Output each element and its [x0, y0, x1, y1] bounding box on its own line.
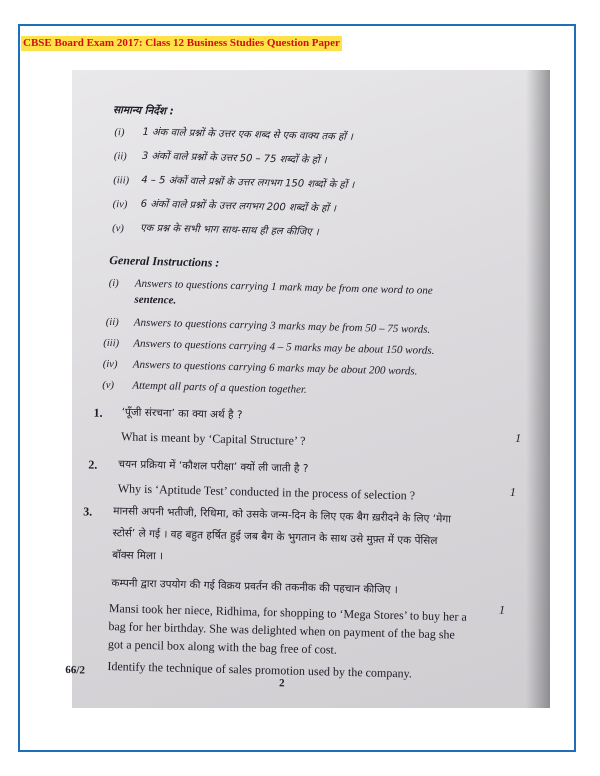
question-english-text: Why is ‘Aptitude Test’ conducted in the process of selection ? [117, 481, 416, 503]
instruction-text: Answers to questions carrying 1 mark may be from one word to one [134, 277, 433, 297]
hindi-item-num: (v) [112, 223, 124, 235]
hindi-item-text: 1 अंक वाले प्रश्नों के उत्तर एक शब्द से एक वाक्य तक हों । [142, 126, 354, 143]
question-hindi-text: ‘पूँजी संरचना’ का क्या अर्थ है ? [121, 406, 243, 422]
hindi-item-text: 4 – 5 अंकों वाले प्रश्नों के उत्तर लगभग 150 शब्दों के हों । [141, 174, 355, 191]
hindi-item-num: (iv) [112, 199, 128, 211]
instruction-text-continued: sentence. [134, 293, 177, 307]
hindi-item-text: 6 अंकों वाले प्रश्नों के उत्तर लगभग 200 शब्दों के हों । [140, 198, 337, 215]
question-number: 1. [93, 405, 103, 420]
question-marks: 1 [509, 484, 516, 499]
question-number: 2. [88, 457, 98, 472]
question-english-text: got a pencil box along with the bag free of cost. [107, 637, 338, 657]
question-marks: 1 [514, 430, 522, 446]
question-english-text: bag for her birthday. She was delighted when on payment of the bag she [108, 619, 455, 642]
question-hindi-text: स्टोर्स’ ले गई । वह बहुत हर्षित हुई जब बैग के भुगतान के साथ उसे मुफ़्त में एक पेंसिल [112, 527, 438, 548]
hindi-item-text: एक प्रश्न के सभी भाग साथ-साथ ही हल कीजिए । [140, 222, 319, 239]
hindi-item-num: (iii) [113, 175, 130, 187]
paper-code: 66/2 [65, 664, 86, 677]
question-number: 3. [83, 504, 93, 519]
instruction-num: (i) [108, 277, 119, 290]
hindi-item-text: 3 अंकों वाले प्रश्नों के उत्तर 50 – 75 शब्दों के हों । [141, 150, 327, 167]
hindi-item-num: (ii) [113, 151, 127, 163]
question-english-text: Mansi took her niece, Ridhima, for shopping to ‘Mega Stores’ to buy her a [108, 601, 467, 624]
question-hindi-text: चयन प्रक्रिया में ‘कौशल परीक्षा’ क्यों ली जाती है ? [118, 458, 309, 475]
instruction-text: Answers to questions carrying 4 – 5 marks may be about 150 words. [133, 337, 435, 357]
hindi-instructions-heading: सामान्य निर्देश : [112, 104, 174, 118]
instruction-text: Answers to questions carrying 6 marks may be about 200 words. [132, 358, 418, 378]
question-hindi-text: मानसी अपनी भतीजी, रिधिमा, को उसके जन्म-दिन के लिए एक बैग ख़रीदने के लिए ‘मेगा [113, 505, 452, 526]
question-paper-photo [65, 70, 550, 708]
question-hindi-text: कम्पनी द्वारा उपयोग की गई विक्रय प्रवर्तन की तकनीक की पहचान कीजिए । [111, 577, 398, 597]
page-header-title: CBSE Board Exam 2017: Class 12 Business Studies Question Paper [23, 37, 340, 49]
question-marks: 1 [498, 602, 506, 617]
question-english-text: Identify the technique of sales promotion used by the company. [107, 659, 413, 681]
instruction-text: Answers to questions carrying 3 marks may be from 50 – 75 words. [133, 316, 431, 336]
instruction-num: (ii) [105, 316, 119, 329]
instruction-num: (iii) [103, 337, 120, 350]
instruction-num: (iv) [102, 358, 118, 371]
instruction-num: (v) [102, 379, 115, 392]
instruction-text: Attempt all parts of a question together. [132, 379, 307, 396]
general-instructions-heading: General Instructions : [109, 252, 220, 270]
question-english-text: What is meant by ‘Capital Structure’ ? [120, 429, 306, 448]
question-hindi-text: बॉक्स मिला । [112, 549, 164, 563]
page-number: 2 [278, 677, 285, 690]
question-paper [56, 70, 549, 719]
hindi-item-num: (i) [114, 127, 125, 139]
